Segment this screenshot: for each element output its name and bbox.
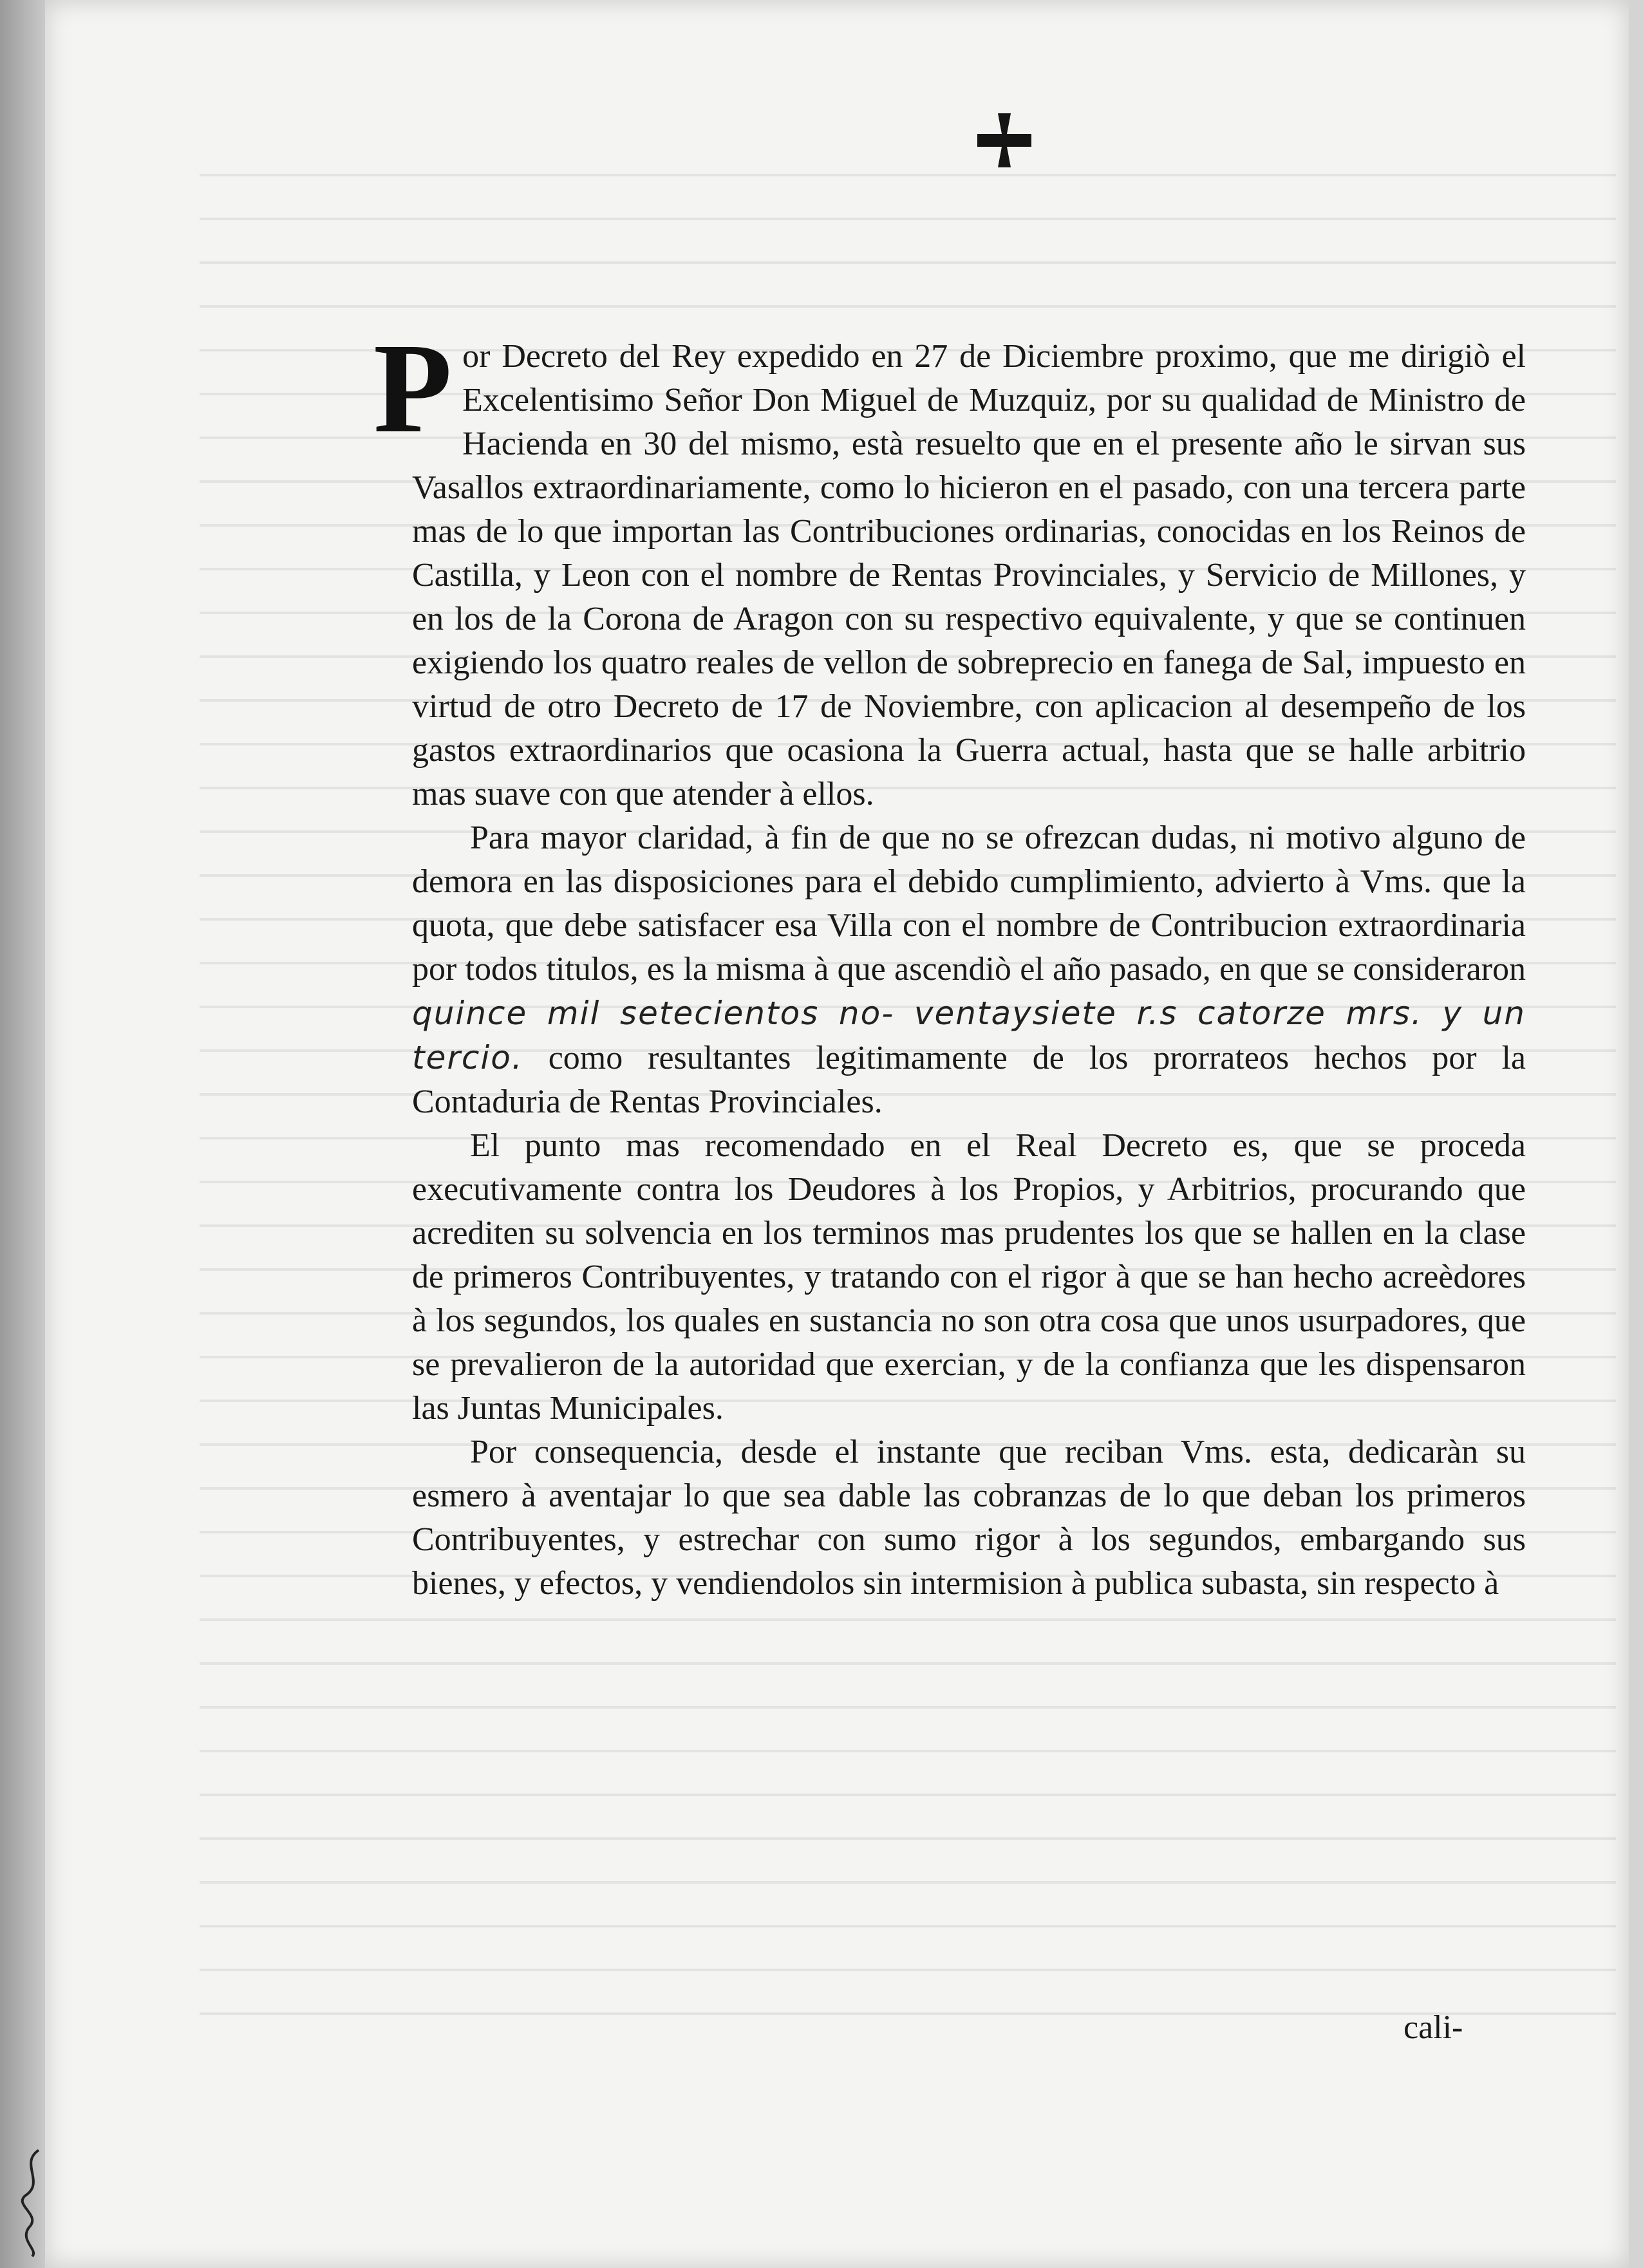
paragraph-3-text: El punto mas recomendado en el Real Decreto es, que se proceda executivamente contra los Deudores à los Propios, y Arbitrios, procurando que acrediten su solvencia en los terminos mas prudentes los que se hallen en la clase de primeros Contribuyentes, y tratando con el rigor à que se han hecho acreèdores à los segundos, los quales en sustancia no son otra cosa que unos usurpadores, que se prevalieron de la autoridad que exercian, y de la confianza que les dispensaron las Juntas Municipales. (412, 1127, 1526, 1427)
page-edge (0, 0, 45, 2268)
handwritten-amount: quince mil setecientos no- ventaysiete r.s catorze mrs. y un tercio. (412, 995, 1526, 1076)
paragraph-4-text: Por consequencia, desde el instante que reciban Vms. esta, dedicaràn su esmero à aventajar lo que sea dable las cobranzas de lo que deban los primeros Contribuyentes, y estrechar con sumo rigor à los segundos, embargando sus bienes, y efectos, y vendiendolos sin intermision à publica subasta, sin respecto à (412, 1434, 1526, 1602)
cross-pattee-icon (972, 108, 1037, 173)
paragraph-1-text: or Decreto del Rey expedido en 27 de Diciembre proximo, que me dirigiò el Excelentisimo Señor Don Miguel de Muzquiz, por su qualidad de Ministro de Hacienda en 30 del mismo, està resuelto que en el presente año le sirvan sus Vasallos extraordinariamente, como lo hicieron en el pasado, con una tercera parte mas de lo que importan las Contribuciones ordinarias, conocidas en los Reinos de Castilla, y Leon con el nombre de Rentas Provinciales, y Servicio de Millones, y en los de la Corona de Aragon con su respectivo equivalente, y que se continuen exigiendo los quatro reales de vellon de sobreprecio en fanega de Sal, impuesto en virtud de otro Decreto de 17 de Noviembre, con aplicacion al desempeño de los gastos extraordinarios que ocasiona la Guerra actual, hasta que se halle arbitrio mas suave con que atender à ellos. (412, 338, 1526, 812)
paragraph-4 (412, 1430, 1526, 1606)
paragraph-2-text: Para mayor claridad, à fin de que no se ofrezcan dudas, ni motivo alguno de demora en las disposiciones para el debido cumplimiento, advierto à Vms. que la quota, que debe satisfacer esa Villa con el nombre de Contribucion extraordinaria por todos titulos, es la misma à que ascendiò el año pasado, en que se consideraron (412, 820, 1526, 988)
paragraph-2-continued: como resultantes legitimamente de los prorrateos hechos por la Contaduria de Rentas Provinciales. (412, 1040, 1526, 1120)
decree-body (373, 317, 1526, 1606)
catchword: cali- (1404, 2009, 1463, 2046)
margin-flourish (13, 2144, 52, 2260)
paragraph-2 (412, 816, 1526, 1124)
drop-cap: P (373, 317, 453, 460)
paragraph-3 (412, 1124, 1526, 1430)
paragraph-1 (373, 317, 1526, 816)
